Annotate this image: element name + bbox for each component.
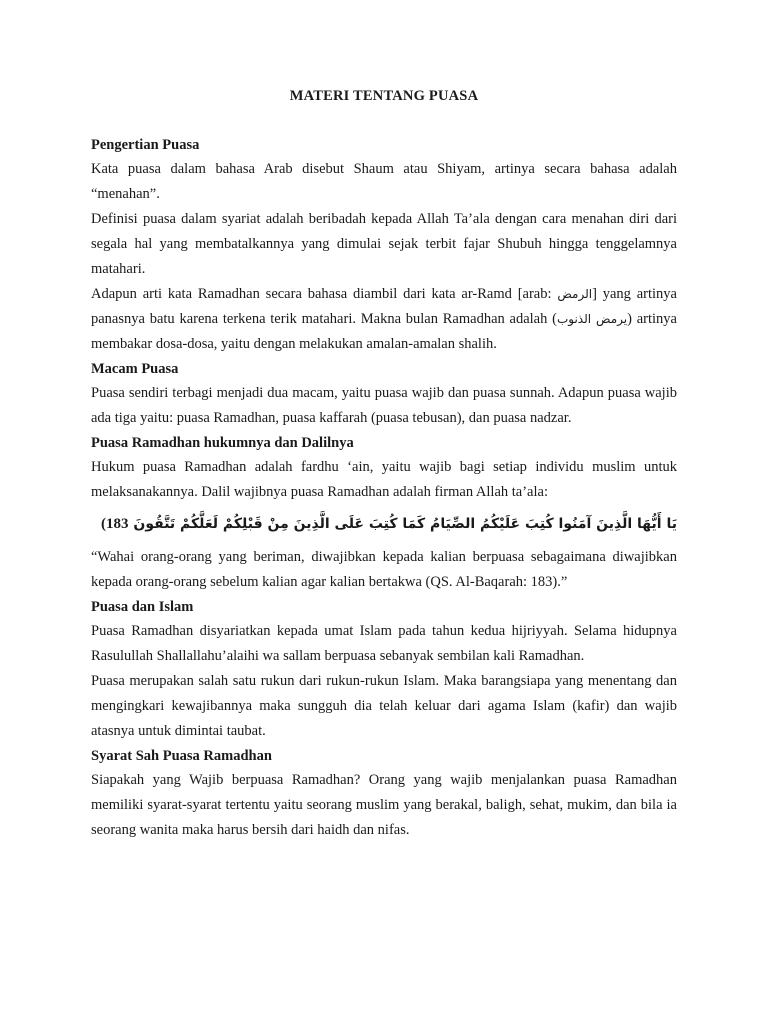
section-heading-islam: Puasa dan Islam: [91, 599, 194, 615]
verse-translation: “Wahai orang-orang yang beriman, diwajibkan kepada kalian berpuasa sebagaimana diwajibkan kepada orang-orang sebelum kalian agar kalian bertakwa (QS. Al-Baqarah: 183).”: [91, 549, 677, 590]
section-heading-pengertian: Pengertian Puasa: [91, 137, 200, 153]
text-run: Adapun arti kata Ramadhan secara bahasa diambil dari kata ar-Ramd [arab:: [91, 286, 558, 302]
paragraph: Kata puasa dalam bahasa Arab disebut Shaum atau Shiyam, artinya secara bahasa adalah “menahan”.: [91, 161, 677, 202]
paragraph: Siapakah yang Wajib berpuasa Ramadhan? Orang yang wajib menjalankan puasa Ramadhan memiliki syarat-syarat tertentu yaitu seorang muslim yang berakal, baligh, sehat, mukim, dan bila ia seorang wanita maka harus bersih dari haidh dan nifas.: [91, 772, 677, 838]
paragraph: Hukum puasa Ramadhan adalah fardhu ‘ain, yaitu wajib bagi setiap individu muslim untuk melaksanakannya. Dalil wajibnya puasa Ramadhan adalah firman Allah ta’ala:: [91, 459, 677, 500]
section-heading-syarat: Syarat Sah Puasa Ramadhan: [91, 748, 272, 764]
ayah-text: يَا أَيُّهَا الَّذِينَ آمَنُوا كُتِبَ عَلَيْكُمُ الصِّيَامُ كَمَا كُتِبَ عَلَى الَّذِينَ مِنْ قَبْلِكُمْ لَعَلَّكُمْ تَتَّقُونَ: [133, 516, 677, 532]
paragraph: Definisi puasa dalam syariat adalah beribadah kepada Allah Ta’ala dengan cara menahan diri dari segala hal yang membatalkannya yang dimulai sejak terbit fajar Shubuh hingga tenggelamnya matahari.: [91, 211, 677, 277]
text-run: ) artinya membakar dosa-dosa, yaitu dengan melakukan amalan-amalan shalih.: [91, 311, 677, 352]
document-title: MATERI TENTANG PUASA: [289, 88, 479, 104]
paragraph: Puasa merupakan salah satu rukun dari rukun-rukun Islam. Maka barangsiapa yang menentang dan mengingkari kewajibannya maka sungguh dia telah keluar dari agama Islam (kafir) dan wajib atasnya untuk dimintai taubat.: [91, 673, 677, 739]
paragraph-ramadhan-meaning: [91, 282, 677, 357]
quran-verse: [91, 507, 677, 541]
arabic-word: الرمض: [557, 287, 593, 301]
paragraph: Puasa sendiri terbagi menjadi dua macam, yaitu puasa wajib dan puasa sunnah. Adapun puasa wajib ada tiga yaitu: puasa Ramadhan, puasa kaffarah (puasa tebusan), dan puasa nadzar.: [91, 385, 677, 426]
paragraph: Puasa Ramadhan disyariatkan kepada umat Islam pada tahun kedua hijriyyah. Selama hidupnya Rasulullah Shallallahu’alaihi wa sallam berpuasa sebanyak sembilan kali Ramadhan.: [91, 623, 677, 664]
section-heading-hukum: Puasa Ramadhan hukumnya dan Dalilnya: [91, 435, 354, 451]
text-run: ] yang artinya panasnya batu karena terkena terik matahari. Makna bulan Ramadhan adalah (: [91, 286, 677, 327]
document-page: [91, 84, 677, 843]
section-heading-macam: Macam Puasa: [91, 361, 179, 377]
ayah-number: (183: [101, 516, 129, 532]
arabic-phrase: يرمض الذنوب: [556, 312, 628, 326]
